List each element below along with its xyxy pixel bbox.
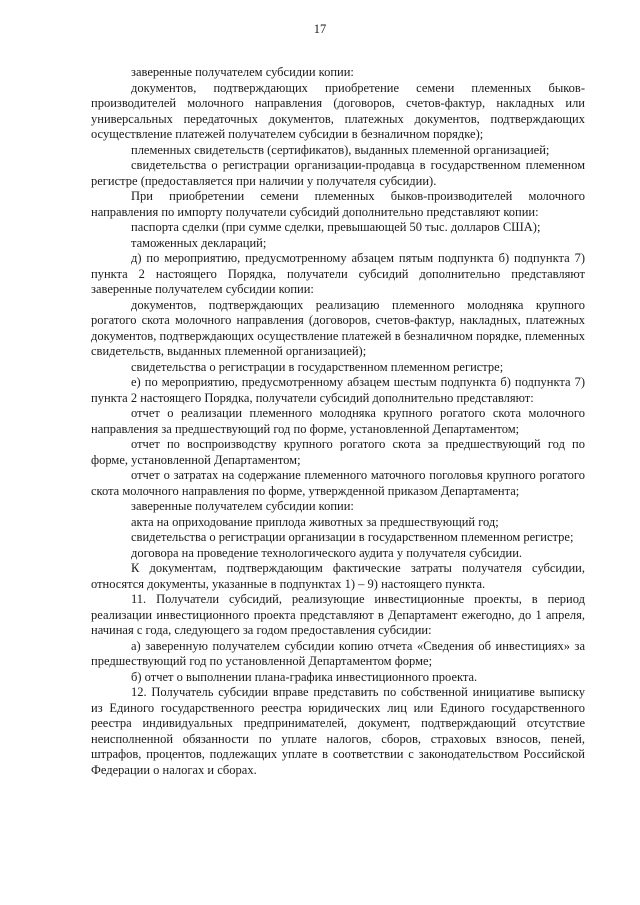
paragraph: б) отчет о выполнении плана-графика инвестиционного проекта. [131,669,478,684]
paragraph: заверенные получателем субсидии копии: [131,65,354,79]
paragraph: договора на проведение технологического аудита у получателя субсидии. [131,545,523,560]
paragraph: акта на оприходование приплода животных за предшествующий год; [131,514,499,529]
paragraph: отчет о затратах на содержание племенного маточного поголовья крупного рогатого скота молочного направления по форме, утвержденной приказом Департамента; [91,468,585,498]
page-number: 17 [313,22,327,36]
paragraph: отчет по воспроизводству крупного рогатого скота за предшествующий год по форме, установленной Департаментом; [91,437,585,467]
paragraph: документов, подтверждающих реализацию племенного молодняка крупного рогатого скота молочного направления (договоров, счетов-фактур, накладных, платежных документов, подтверждающих осуществление платежей в безналичном порядке, племенных свидетельств, выданных племенной организацией); [91,297,585,358]
paragraph: свидетельства о регистрации организации-продавца в государственном племенном регистре (предоставляется при наличии у получателя субсидии). [91,158,585,188]
paragraph: документов, подтверждающих приобретение семени племенных быков-производителей молочного направления (договоров, счетов-фактур, накладных или универсальных передаточных документов, платежных документов, подтверждающих осуществление платежей получателем субсидии в безналичном порядке); [91,80,585,141]
paragraph: К документам, подтверждающим фактические затраты получателя субсидии, относятся документы, указанные в подпунктах 1) – 9) настоящего пункта. [91,561,585,591]
paragraph: племенных свидетельств (сертификатов), выданных племенной организацией; [131,142,550,157]
paragraph: паспорта сделки (при сумме сделки, превышающей 50 тыс. долларов США); [131,220,541,234]
paragraph: е) по мероприятию, предусмотренному абзацем шестым подпункта б) подпункта 7) пункта 2 настоящего Порядка, получатели субсидий дополнительно представляют: [91,375,585,405]
paragraph: 12. Получатель субсидии вправе представить по собственной инициативе выписку из Единого государственного реестра юридических лиц или Единого государственного реестра индивидуальных предпринимателей, документ, подтверждающий отсутствие неисполненной обязанности по уплате налогов, сборов, страховых взносов, пеней, штрафов, процентов, подлежащих уплате в соответствии с законодательством Российской Федерации о налогах и сборах. [91,685,585,777]
document-body [91,65,585,778]
paragraph: таможенных деклараций; [131,235,267,250]
paragraph: 11. Получатели субсидий, реализующие инвестиционные проекты, в период реализации инвестиционного проекта представляют в Департамент ежегодно, до 1 апреля, начиная с года, следующего за годом предоставления субсидии: [91,592,585,637]
paragraph: а) заверенную получателем субсидии копию отчета «Сведения об инвестициях» за предшествующий год по установленной Департаментом форме; [91,638,585,668]
paragraph: д) по мероприятию, предусмотренному абзацем пятым подпункта б) подпункта 7) пункта 2 настоящего Порядка, получатели субсидий дополнительно представляют заверенные получателем субсидии копии: [91,251,585,296]
paragraph: заверенные получателем субсидии копии: [131,499,354,513]
paragraph: отчет о реализации племенного молодняка крупного рогатого скота молочного направления за предшествующий год по форме, установленной Департаментом; [91,406,585,436]
paragraph: свидетельства о регистрации организации в государственном племенном регистре; [131,530,574,544]
paragraph: При приобретении семени племенных быков-производителей молочного направления по импорту получатели субсидий дополнительно представляют копии: [91,189,585,219]
paragraph: свидетельства о регистрации в государственном племенном регистре; [131,359,504,374]
